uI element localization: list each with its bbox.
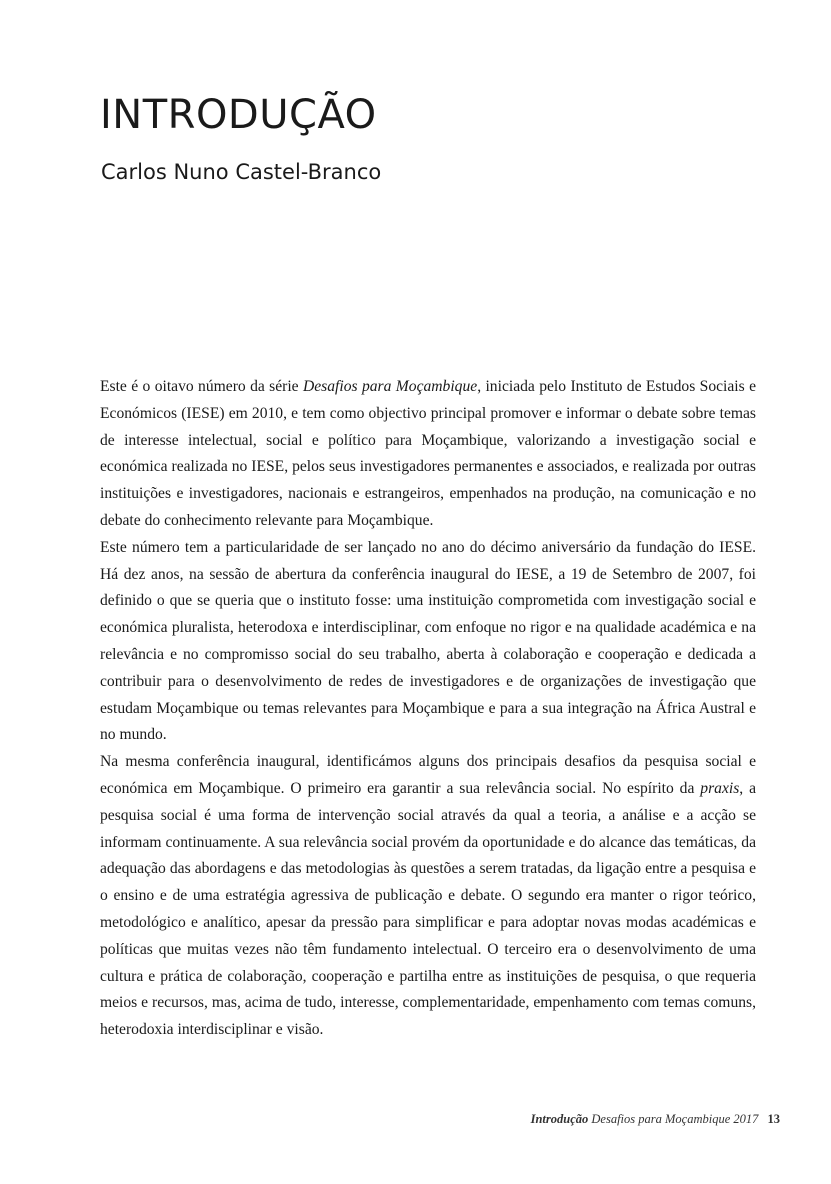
chapter-title: INTRODUÇÃO [100, 92, 377, 138]
body-text [100, 374, 756, 1044]
paragraph-3-text-c: , a pesquisa social é uma forma de intervenção social através da qual a teoria, a análise e a acção se informam continuamente. A sua relevância social provém da oportunidade e do alcance das temáticas, da adequação das abordagens e das metodologias às questões a serem tratadas, da ligação entre a pesquisa e o ensino e de uma estratégia agressiva de publicação e debate. O segundo era manter o rigor teórico, metodológico e analítico, apesar da pressão para simplificar e para adoptar novas modas académicas e políticas que muitas vezes não têm fundamento intelectual. O terceiro era o desenvolvimento de uma cultura e prática de colaboração, cooperação e partilha entre as instituições de pesquisa, o que requeria meios e recursos, mas, acima de tudo, interesse, complementaridade, empenhamento com temas comuns, heterodoxia interdisciplinar e visão. [100, 779, 756, 1039]
page-footer [531, 1112, 780, 1127]
paragraph-1-text-a: Este é o oitavo número da série [100, 378, 303, 395]
paragraph-1-text-c: , iniciada pelo Instituto de Estudos Sociais e Económicos (IESE) em 2010, e tem como objectivo principal promover e informar o debate sobre temas de interesse intelectual, social e político para Moçambique, valorizando a investigação social e económica realizada no IESE, pelos seus investigadores permanentes e associados, e realizada por outras instituições e investigadores, nacionais e estrangeiros, empenhados na produção, na comunicação e no debate do conhecimento relevante para Moçambique. [100, 378, 757, 529]
page-number: 13 [767, 1112, 780, 1126]
paragraph-1 [100, 374, 756, 535]
series-title-italic: Desafios para Moçambique [302, 378, 478, 395]
paragraph-3-text-a: Na mesma conferência inaugural, identificámos alguns dos principais desafios da pesquisa social e económica em Moçambique. O primeiro era garantir a sua relevância social. No espírito da [100, 753, 756, 797]
paragraph-2: Este número tem a particularidade de ser lançado no ano do décimo aniversário da fundação do IESE. Há dez anos, na sessão de abertura da conferência inaugural do IESE, a 19 de Setembro de 2007, foi definido o que se queria que o instituto fosse: uma instituição comprometida com investigação social e económica pluralista, heterodoxa e interdisciplinar, com enfoque no rigor e na qualidade académica e na relevância e no compromisso social do seu trabalho, aberta à colaboração e cooperação e dedicada a contribuir para o desenvolvimento de redes de investigadores e de organizações de investigação que estudam Moçambique ou temas relevantes para Moçambique e para a sua integração na África Austral e no mundo. [100, 538, 756, 744]
footer-chapter: Introdução [530, 1112, 589, 1126]
praxis-italic: praxis [700, 779, 740, 797]
footer-series: Desafios para Moçambique 2017 [591, 1112, 759, 1126]
paragraph-3 [100, 749, 756, 1044]
author-name: Carlos Nuno Castel-Branco [101, 160, 382, 184]
